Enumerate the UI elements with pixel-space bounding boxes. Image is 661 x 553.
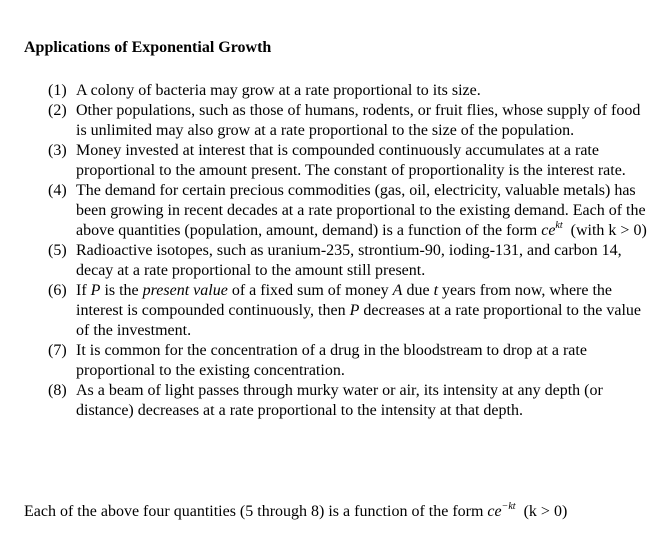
list-item-7 xyxy=(48,341,648,381)
formula-condition: (k > 0) xyxy=(523,503,568,520)
item-number: (3) xyxy=(48,142,67,159)
list-item-4 xyxy=(48,181,648,241)
item-number: (1) xyxy=(48,82,67,99)
item-number: (5) xyxy=(48,242,67,259)
text-segment: If xyxy=(76,282,87,299)
text-segment: decreases at a rate proportional to the value of the investment. xyxy=(76,302,642,339)
item-text-with-formula xyxy=(76,181,648,241)
item-number: (8) xyxy=(48,382,67,399)
variable-t: t xyxy=(433,282,439,299)
document-heading: Applications of Exponential Growth xyxy=(24,39,272,56)
item-text: Money invested at interest that is compounded continuously accumulates at a rate proportional to the amount present. The constant of proportionality is the interest rate. xyxy=(76,142,626,179)
item-text: It is common for the concentration of a drug in the bloodstream to drop at a rate proportional to the existing concentration. xyxy=(76,342,587,379)
closing-statement xyxy=(24,502,567,522)
variable-p: P xyxy=(90,282,101,299)
item-text-rich xyxy=(76,281,648,341)
text-segment: is the xyxy=(104,282,139,299)
item-text: Other populations, such as those of humans, rodents, or fruit flies, whose supply of food is unlimited may also grow at a rate proportional to the size of the population. xyxy=(76,102,641,139)
text-segment: of a fixed sum of money xyxy=(231,282,389,299)
item-text: A colony of bacteria may grow at a rate proportional to its size. xyxy=(76,82,481,99)
present-value-term: present value xyxy=(142,282,228,299)
list-item-3 xyxy=(48,141,648,181)
applications-list xyxy=(48,81,648,421)
text-segment: due xyxy=(406,282,430,299)
variable-a: A xyxy=(392,282,403,299)
item-number: (2) xyxy=(48,102,67,119)
formula-base: ce xyxy=(487,503,502,520)
formula-condition: (with k > 0) xyxy=(570,222,647,239)
item-number: (4) xyxy=(48,182,67,199)
item-text: The demand for certain precious commodities (gas, oil, electricity, valuable metals) has been growing in recent decades at a rate proportional to the existing demand. Each of the above quantities (population, amount, demand) is a function of the form xyxy=(76,182,646,239)
closing-text: Each of the above four quantities (5 through 8) is a function of the form xyxy=(24,503,484,520)
variable-p: P xyxy=(349,302,360,319)
list-item-6 xyxy=(48,281,648,341)
list-item-8 xyxy=(48,381,648,421)
item-number: (7) xyxy=(48,342,67,359)
text-segment: years from now, where the interest is compounded continuously, then xyxy=(76,282,613,319)
formula-exponent: −kt xyxy=(501,501,516,512)
item-text: Radioactive isotopes, such as uranium-235, strontium-90, ioding-131, and carbon 14, decay at a rate proportional to the amount still present. xyxy=(76,242,622,279)
formula-exponent: kt xyxy=(555,220,563,231)
formula-base: ce xyxy=(541,222,556,239)
item-text: As a beam of light passes through murky water or air, its intensity at any depth (or distance) decreases at a rate proportional to the intensity at that depth. xyxy=(76,382,603,419)
list-item-1 xyxy=(48,81,648,101)
list-item-2 xyxy=(48,101,648,141)
item-number: (6) xyxy=(48,282,67,299)
list-item-5 xyxy=(48,241,648,281)
